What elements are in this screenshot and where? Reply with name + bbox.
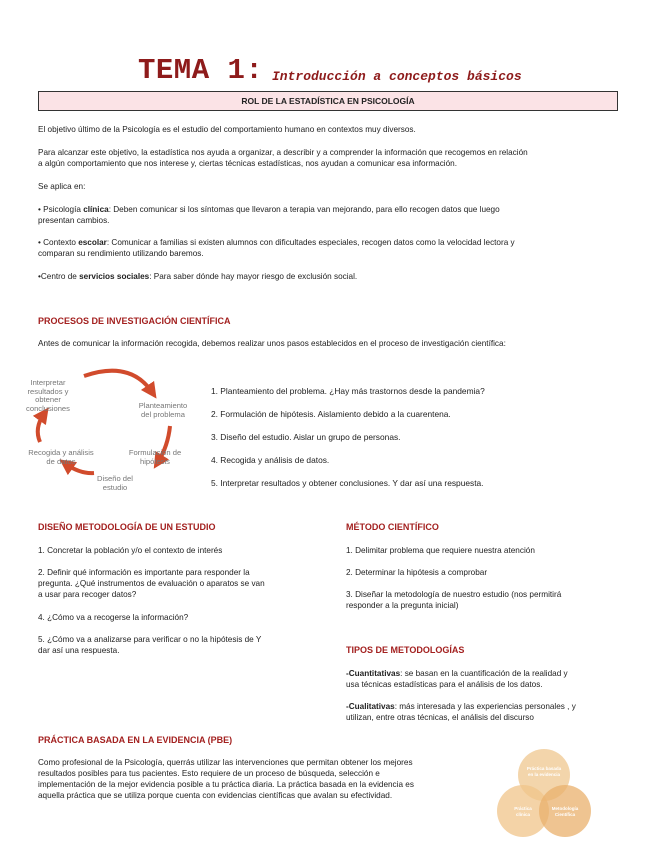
intro-paragraph-1: El objetivo último de la Psicología es el estudio del comportamiento humano en contextos muy diversos. <box>38 125 416 134</box>
cycle-label-formulacion: Formulación de hipótesis <box>128 448 182 466</box>
pbe-line-1: Como profesional de la Psicología, querrás utilizar las intervenciones que permitan obtener los mejores <box>38 758 413 767</box>
bullet-servicios: •Centro de servicios sociales: Para saber dónde hay mayor riesgo de exclusión social. <box>38 272 358 281</box>
pbe-line-2: resultados posibles para tus pacientes. Esto requiere de un proceso de búsqueda, selección e <box>38 769 380 778</box>
bullet-clinica-cont: presentan cambios. <box>38 216 110 225</box>
intro-paragraph-2a: Para alcanzar este objetivo, la estadística nos ayuda a organizar, a describir y a comprender la información que recogemos en relación <box>38 148 528 157</box>
procesos-heading: PROCESOS DE INVESTIGACIÓN CIENTÍFICA <box>38 316 231 326</box>
diseno-heading: DISEÑO METODOLOGÍA DE UN ESTUDIO <box>38 522 216 532</box>
metodo-item-1: 1. Delimitar problema que requiere nuestra atención <box>346 546 535 555</box>
pbe-line-4: aquella práctica que se utiliza porque cuenta con evidencias científicas que avalan su efectividad. <box>38 791 393 800</box>
process-step-5: 5. Interpretar resultados y obtener conclusiones. Y dar así una respuesta. <box>211 478 484 488</box>
diseno-item-2a: 2. Definir qué información es importante para responder la <box>38 568 250 577</box>
diseno-item-2c: a usar para recoger datos? <box>38 590 137 599</box>
diseno-item-2b: pregunta. ¿Qué instrumentos de evaluación o aparatos se van <box>38 579 265 588</box>
tipos-cuantitativas: -Cuantitativas: se basan en la cuantificación de la realidad y <box>346 669 568 678</box>
pbe-venn-diagram <box>496 748 592 840</box>
process-step-2: 2. Formulación de hipótesis. Aislamiento debido a la cuarentena. <box>211 409 451 419</box>
cycle-arrow-left <box>38 414 44 442</box>
metodo-item-2: 2. Determinar la hipótesis a comprobar <box>346 568 488 577</box>
process-step-3: 3. Diseño del estudio. Aislar un grupo de personas. <box>211 432 401 442</box>
page-title: TEMA 1: <box>138 54 264 87</box>
venn-label-left: Práctica clínica <box>514 806 532 817</box>
metodo-heading: MÉTODO CIENTÍFICO <box>346 522 439 532</box>
intro-paragraph-2b: a algún comportamiento que nos interese y, ciertas técnicas estadísticas, nos ayudan a comunicar esa información. <box>38 159 457 168</box>
bullet-clinica: • Psicología clínica: Deben comunicar si los síntomas que llevaron a terapia van mejorando, para ello recogen datos que luego <box>38 205 500 214</box>
process-step-1: 1. Planteamiento del problema. ¿Hay más trastornos desde la pandemia? <box>211 386 485 396</box>
cycle-label-recogida: Recogida y análisis de datos <box>28 448 94 466</box>
tipos-heading: TIPOS DE METODOLOGÍAS <box>346 645 465 655</box>
diseno-item-1: 1. Concretar la población y/o el contexto de interés <box>38 546 223 555</box>
process-step-4: 4. Recogida y análisis de datos. <box>211 455 330 465</box>
venn-label-right: Metodología Científica <box>551 806 579 817</box>
tipos-cuantitativas-cont: usa técnicas estadísticas para el análisis de los datos. <box>346 680 543 689</box>
cycle-label-interpretar: Interpretar resultados y obtener conclusiones <box>26 378 70 413</box>
pbe-line-3: implementación de la mejor evidencia posible a tu práctica diaria. La práctica basada en la evidencia es <box>38 780 414 789</box>
bullet-escolar: • Contexto escolar: Comunicar a familias si existen alumnos con dificultades especiales, recogen datos como la velocidad lectora y <box>38 238 515 247</box>
metodo-item-3a: 3. Diseñar la metodología de nuestro estudio (nos permitirá <box>346 590 562 599</box>
tipos-cualitativas-cont: utilizan, entre otras técnicas, el análisis del discurso <box>346 713 534 722</box>
tipos-cualitativas: -Cualitativas: más interesada y las experiencias personales , y <box>346 702 576 711</box>
bullet-escolar-cont: comparan su rendimiento utilizando baremos. <box>38 249 204 258</box>
cycle-label-diseno: Diseño del estudio <box>97 474 133 492</box>
cycle-arrow-top <box>84 371 152 392</box>
diseno-item-5a: 5. ¿Cómo va a analizarse para verificar o no la hipótesis de Y <box>38 635 262 644</box>
section-banner: ROL DE LA ESTADÍSTICA EN PSICOLOGÍA <box>38 91 618 111</box>
metodo-item-3b: responder a la pregunta inicial) <box>346 601 459 610</box>
venn-label-top: Práctica basada en la evidencia <box>526 766 562 777</box>
procesos-intro: Antes de comunicar la información recogida, debemos realizar unos pasos establecidos en el proceso de investigación científica: <box>38 339 506 348</box>
pbe-heading: PRÁCTICA BASADA EN LA EVIDENCIA (PBE) <box>38 735 233 745</box>
diseno-item-5b: dar así una respuesta. <box>38 646 120 655</box>
page-subtitle: Introducción a conceptos básicos <box>272 69 522 84</box>
cycle-label-planteamiento: Planteamiento del problema <box>138 401 188 419</box>
intro-applies: Se aplica en: <box>38 182 86 191</box>
diseno-item-4: 4. ¿Cómo va a recogerse la información? <box>38 613 189 622</box>
